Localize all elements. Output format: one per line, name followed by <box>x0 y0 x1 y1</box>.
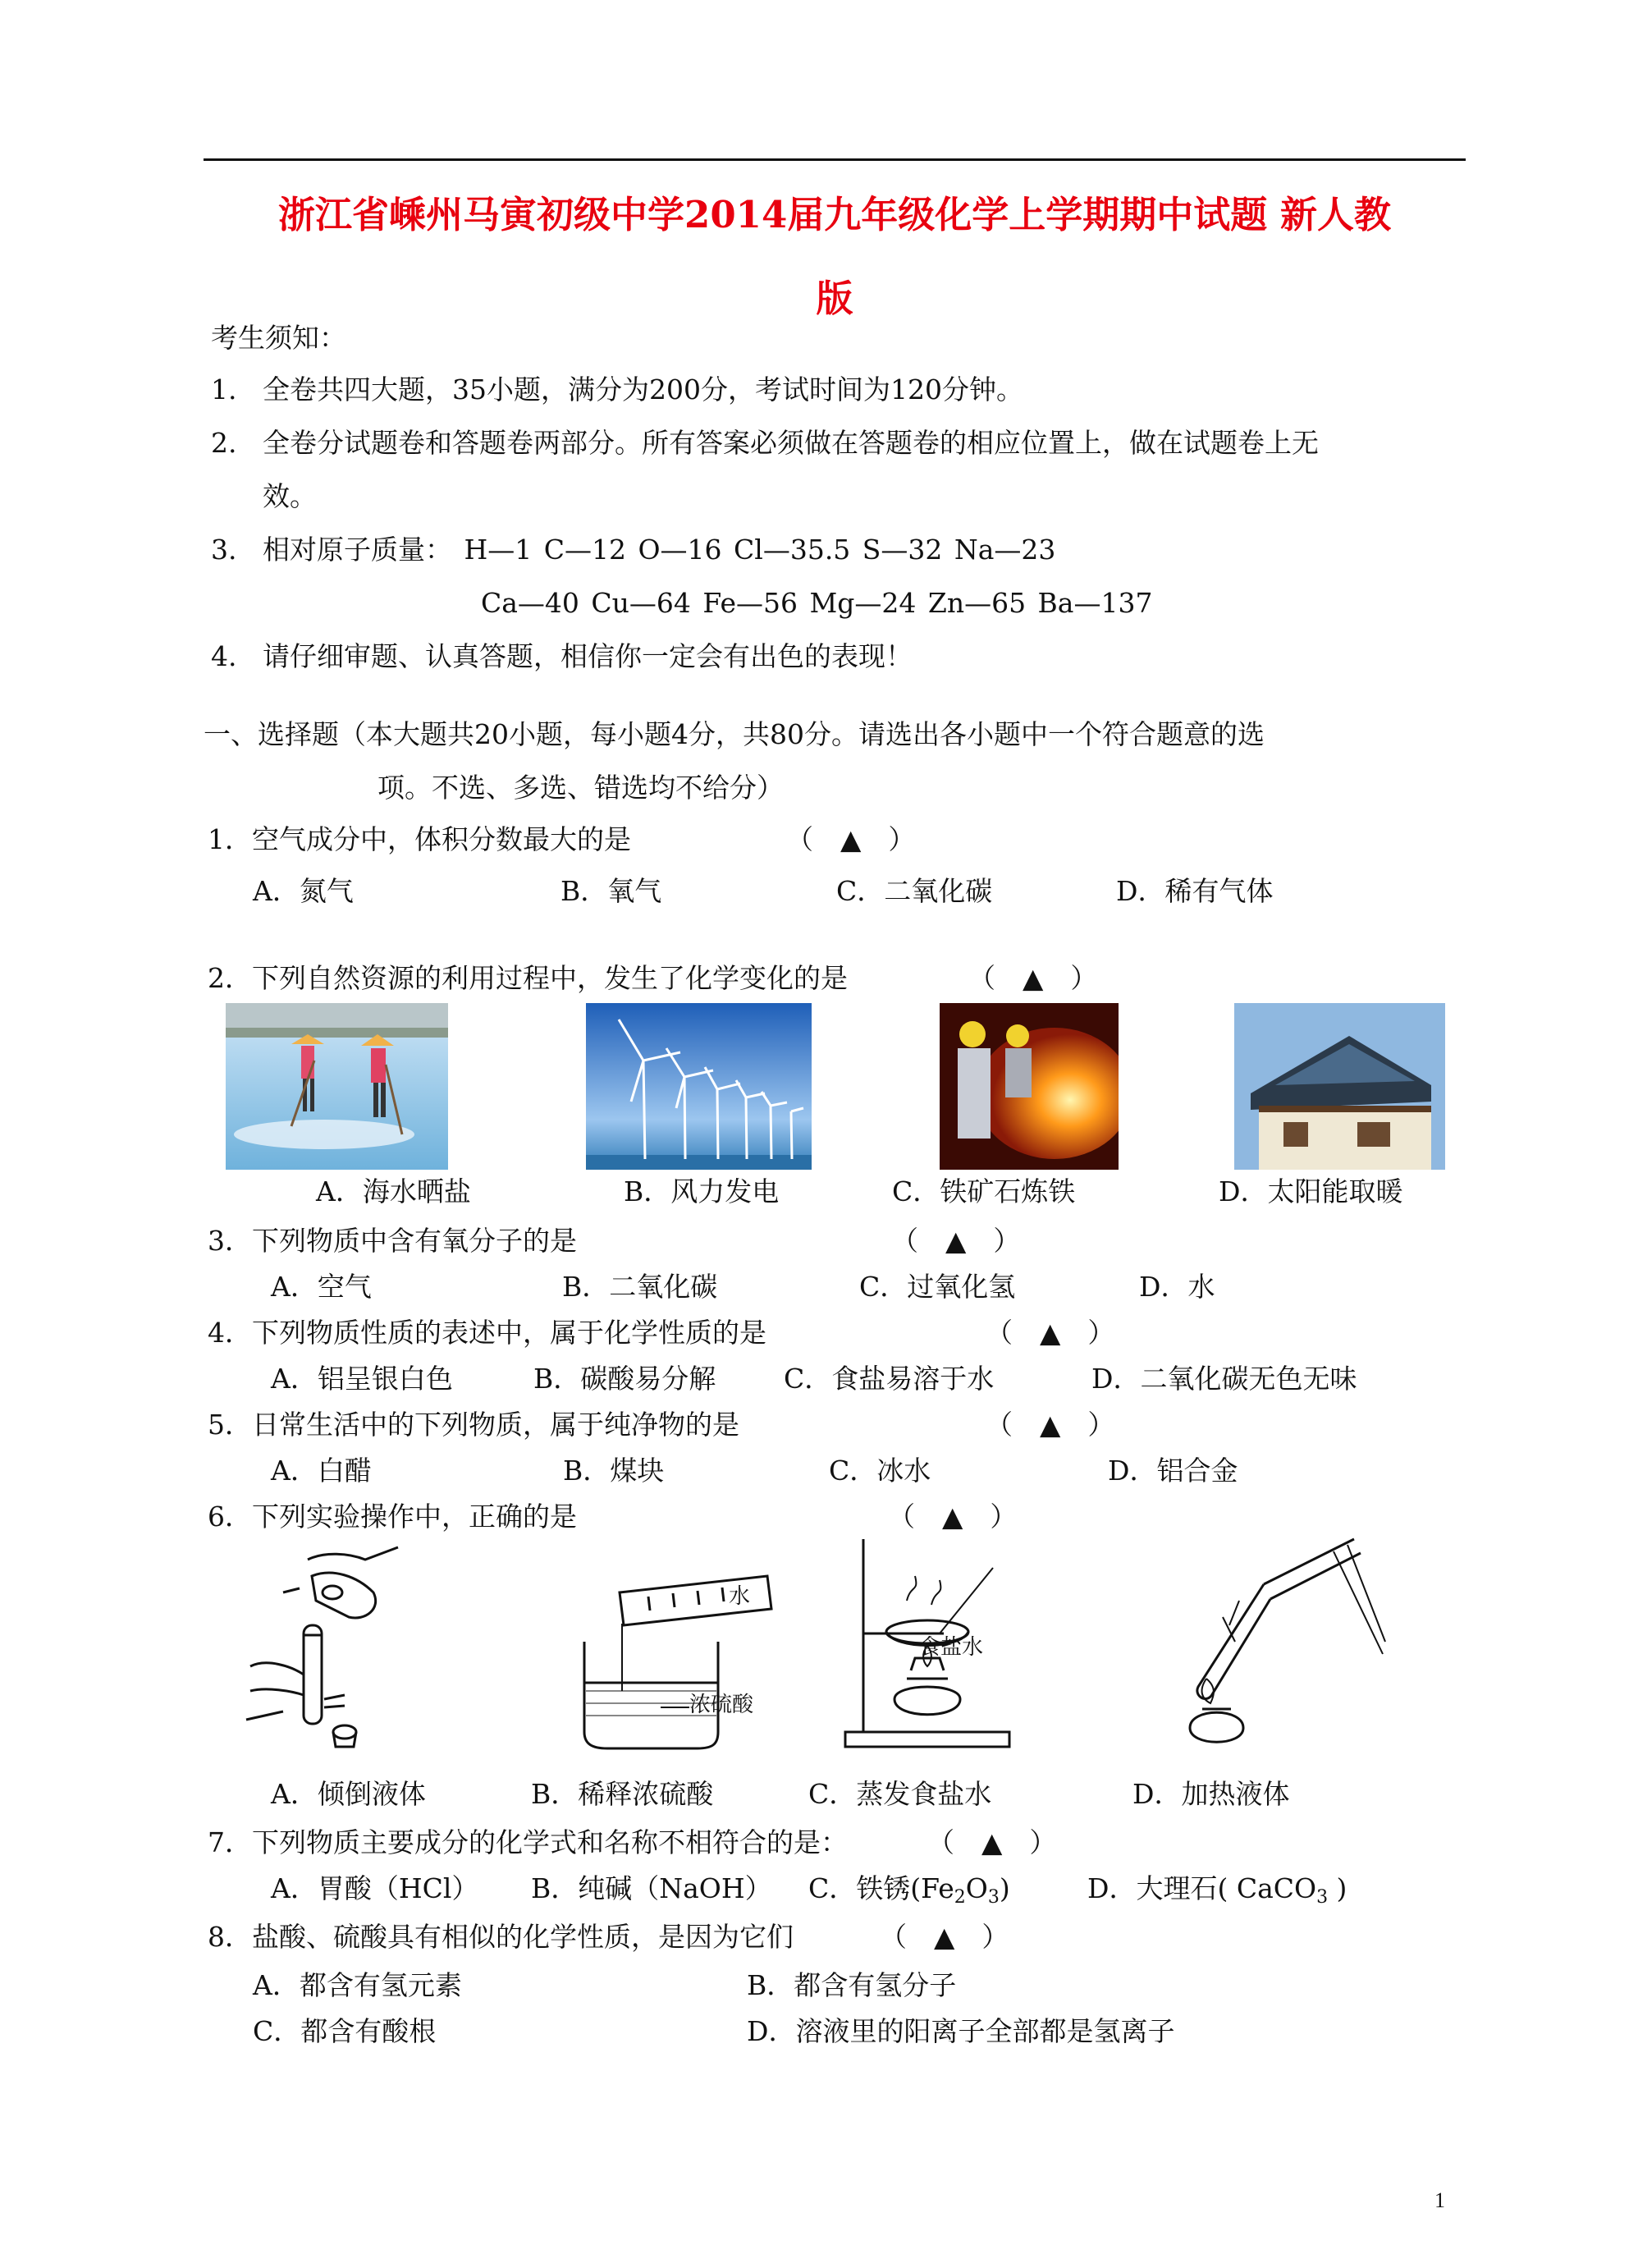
q2-stem: 2．下列自然资源的利用过程中，发生了化学变化的是 <box>208 962 848 994</box>
q3-option-a: A．空气 <box>271 1271 372 1303</box>
q1-option-d: D．稀有气体 <box>1116 875 1274 907</box>
q7-option-a: A．胃酸（HCl） <box>271 1872 479 1904</box>
q6-option-b: B．稀释浓硫酸 <box>531 1778 714 1810</box>
q3-option-b: B．二氧化碳 <box>562 1271 718 1303</box>
q2-option-d: D．太阳能取暖 <box>1219 1175 1403 1207</box>
q6-option-d: D．加热液体 <box>1132 1778 1290 1810</box>
q4-stem: 4．下列物质性质的表述中，属于化学性质的是 <box>208 1317 766 1349</box>
q1-option-c: C．二氧化碳 <box>836 875 993 907</box>
heating-liquid-drawing <box>1165 1535 1387 1753</box>
notice-num-4: 4. <box>211 640 237 672</box>
notice-item-2: 全卷分试题卷和答题卷两部分。所有答案必须做在答题卷的相应位置上，做在试题卷上无 <box>263 427 1319 459</box>
iron-smelting-photo <box>940 1003 1119 1170</box>
q8-blank: （ ▲ ） <box>880 1921 1009 1953</box>
q7-blank: （ ▲ ） <box>927 1826 1057 1858</box>
wind-turbine-photo <box>586 1003 812 1170</box>
label-water: 水 <box>729 1584 751 1609</box>
q2-blank: （ ▲ ） <box>968 962 1098 994</box>
q5-blank: （ ▲ ） <box>986 1409 1115 1441</box>
q4-blank: （ ▲ ） <box>986 1317 1115 1349</box>
header-rule <box>204 158 1466 161</box>
notice-item-2-cont: 效。 <box>263 480 317 512</box>
q1-option-b: B．氧气 <box>560 875 662 907</box>
q3-option-d: D．水 <box>1139 1271 1215 1303</box>
page-number: 1 <box>1434 2188 1445 2212</box>
q7-option-d: D．大理石( CaCO$_3$ ) <box>1087 1872 1347 1908</box>
pouring-liquid-drawing <box>234 1543 423 1757</box>
q5-option-d: D．铝合金 <box>1108 1455 1238 1487</box>
notice-item-4: 请仔细审题、认真答题，相信你一定会有出色的表现！ <box>263 640 913 672</box>
q3-option-c: C．过氧化氢 <box>859 1271 1016 1303</box>
page-title: 浙江省嵊州马寅初级中学2014届九年级化学上学期期中试题 新人教 <box>278 193 1391 236</box>
label-concentrated-acid: 浓硫酸 <box>689 1693 754 1717</box>
notice-num-2: 2. <box>211 427 237 459</box>
q2-option-a: A．海水晒盐 <box>316 1175 471 1207</box>
notice-item-3: 相对原子质量： H—1 C—12 O—16 Cl—35.5 S—32 Na—23 <box>263 534 1056 566</box>
q2-option-c: C．铁矿石炼铁 <box>892 1175 1076 1207</box>
q2-option-b: B．风力发电 <box>624 1175 780 1207</box>
q4-option-d: D．二氧化碳无色无味 <box>1091 1363 1357 1395</box>
q7-option-c: C．铁锈$(Fe_2O_3)$ <box>808 1872 1010 1908</box>
q6-option-c: C．蒸发食盐水 <box>808 1778 992 1810</box>
label-salt-water: 食盐水 <box>919 1635 984 1660</box>
q6-blank: （ ▲ ） <box>888 1501 1018 1533</box>
q7-option-b: B．纯碱（NaOH） <box>531 1872 772 1904</box>
q5-option-c: C．冰水 <box>829 1455 931 1487</box>
q6-option-a: A．倾倒液体 <box>271 1778 426 1810</box>
q6-stem: 6．下列实验操作中，正确的是 <box>208 1501 577 1533</box>
salt-pan-photo <box>226 1003 448 1170</box>
q8-stem: 8．盐酸、硫酸具有相似的化学性质，是因为它们 <box>208 1921 794 1953</box>
q7-stem: 7．下列物质主要成分的化学式和名称不相符合的是： <box>208 1826 848 1858</box>
section-heading: 一、选择题（本大题共20小题，每小题4分，共80分。请选出各小题中一个符合题意的选 <box>204 718 1265 750</box>
notice-item-1: 全卷共四大题，35小题，满分为200分，考试时间为120分钟。 <box>263 373 1023 405</box>
q8-option-c: C．都含有酸根 <box>253 2015 437 2047</box>
q8-option-a: A．都含有氢元素 <box>253 1969 462 2001</box>
notice-num-1: 1. <box>211 373 237 405</box>
q8-option-d: D．溶液里的阳离子全部都是氢离子 <box>747 2015 1175 2047</box>
q5-option-a: A．白醋 <box>271 1455 372 1487</box>
q4-option-b: B．碳酸易分解 <box>533 1363 716 1395</box>
notice-num-3: 3. <box>211 534 237 566</box>
q1-option-a: A．氮气 <box>253 875 354 907</box>
solar-house-photo <box>1234 1003 1445 1170</box>
section-heading-cont: 项。不选、多选、错选均不给分） <box>377 772 784 804</box>
q3-blank: （ ▲ ） <box>891 1225 1021 1257</box>
notice-item-3-cont: Ca—40 Cu—64 Fe—56 Mg—24 Zn—65 Ba—137 <box>481 587 1153 619</box>
q1-blank: （ ▲ ） <box>786 823 916 855</box>
q3-stem: 3．下列物质中含有氧分子的是 <box>208 1225 577 1257</box>
q8-option-b: B．都含有氢分子 <box>747 1969 957 2001</box>
q1-stem: 1．空气成分中，体积分数最大的是 <box>208 823 631 855</box>
page-title-cont: 版 <box>816 277 853 320</box>
q5-option-b: B．煤块 <box>563 1455 665 1487</box>
diluting-acid-drawing <box>574 1560 796 1757</box>
q4-option-c: C．食盐易溶于水 <box>784 1363 995 1395</box>
notice-heading: 考生须知： <box>211 322 346 354</box>
q5-stem: 5．日常生活中的下列物质，属于纯净物的是 <box>208 1409 739 1441</box>
q4-option-a: A．铝呈银白色 <box>271 1363 453 1395</box>
